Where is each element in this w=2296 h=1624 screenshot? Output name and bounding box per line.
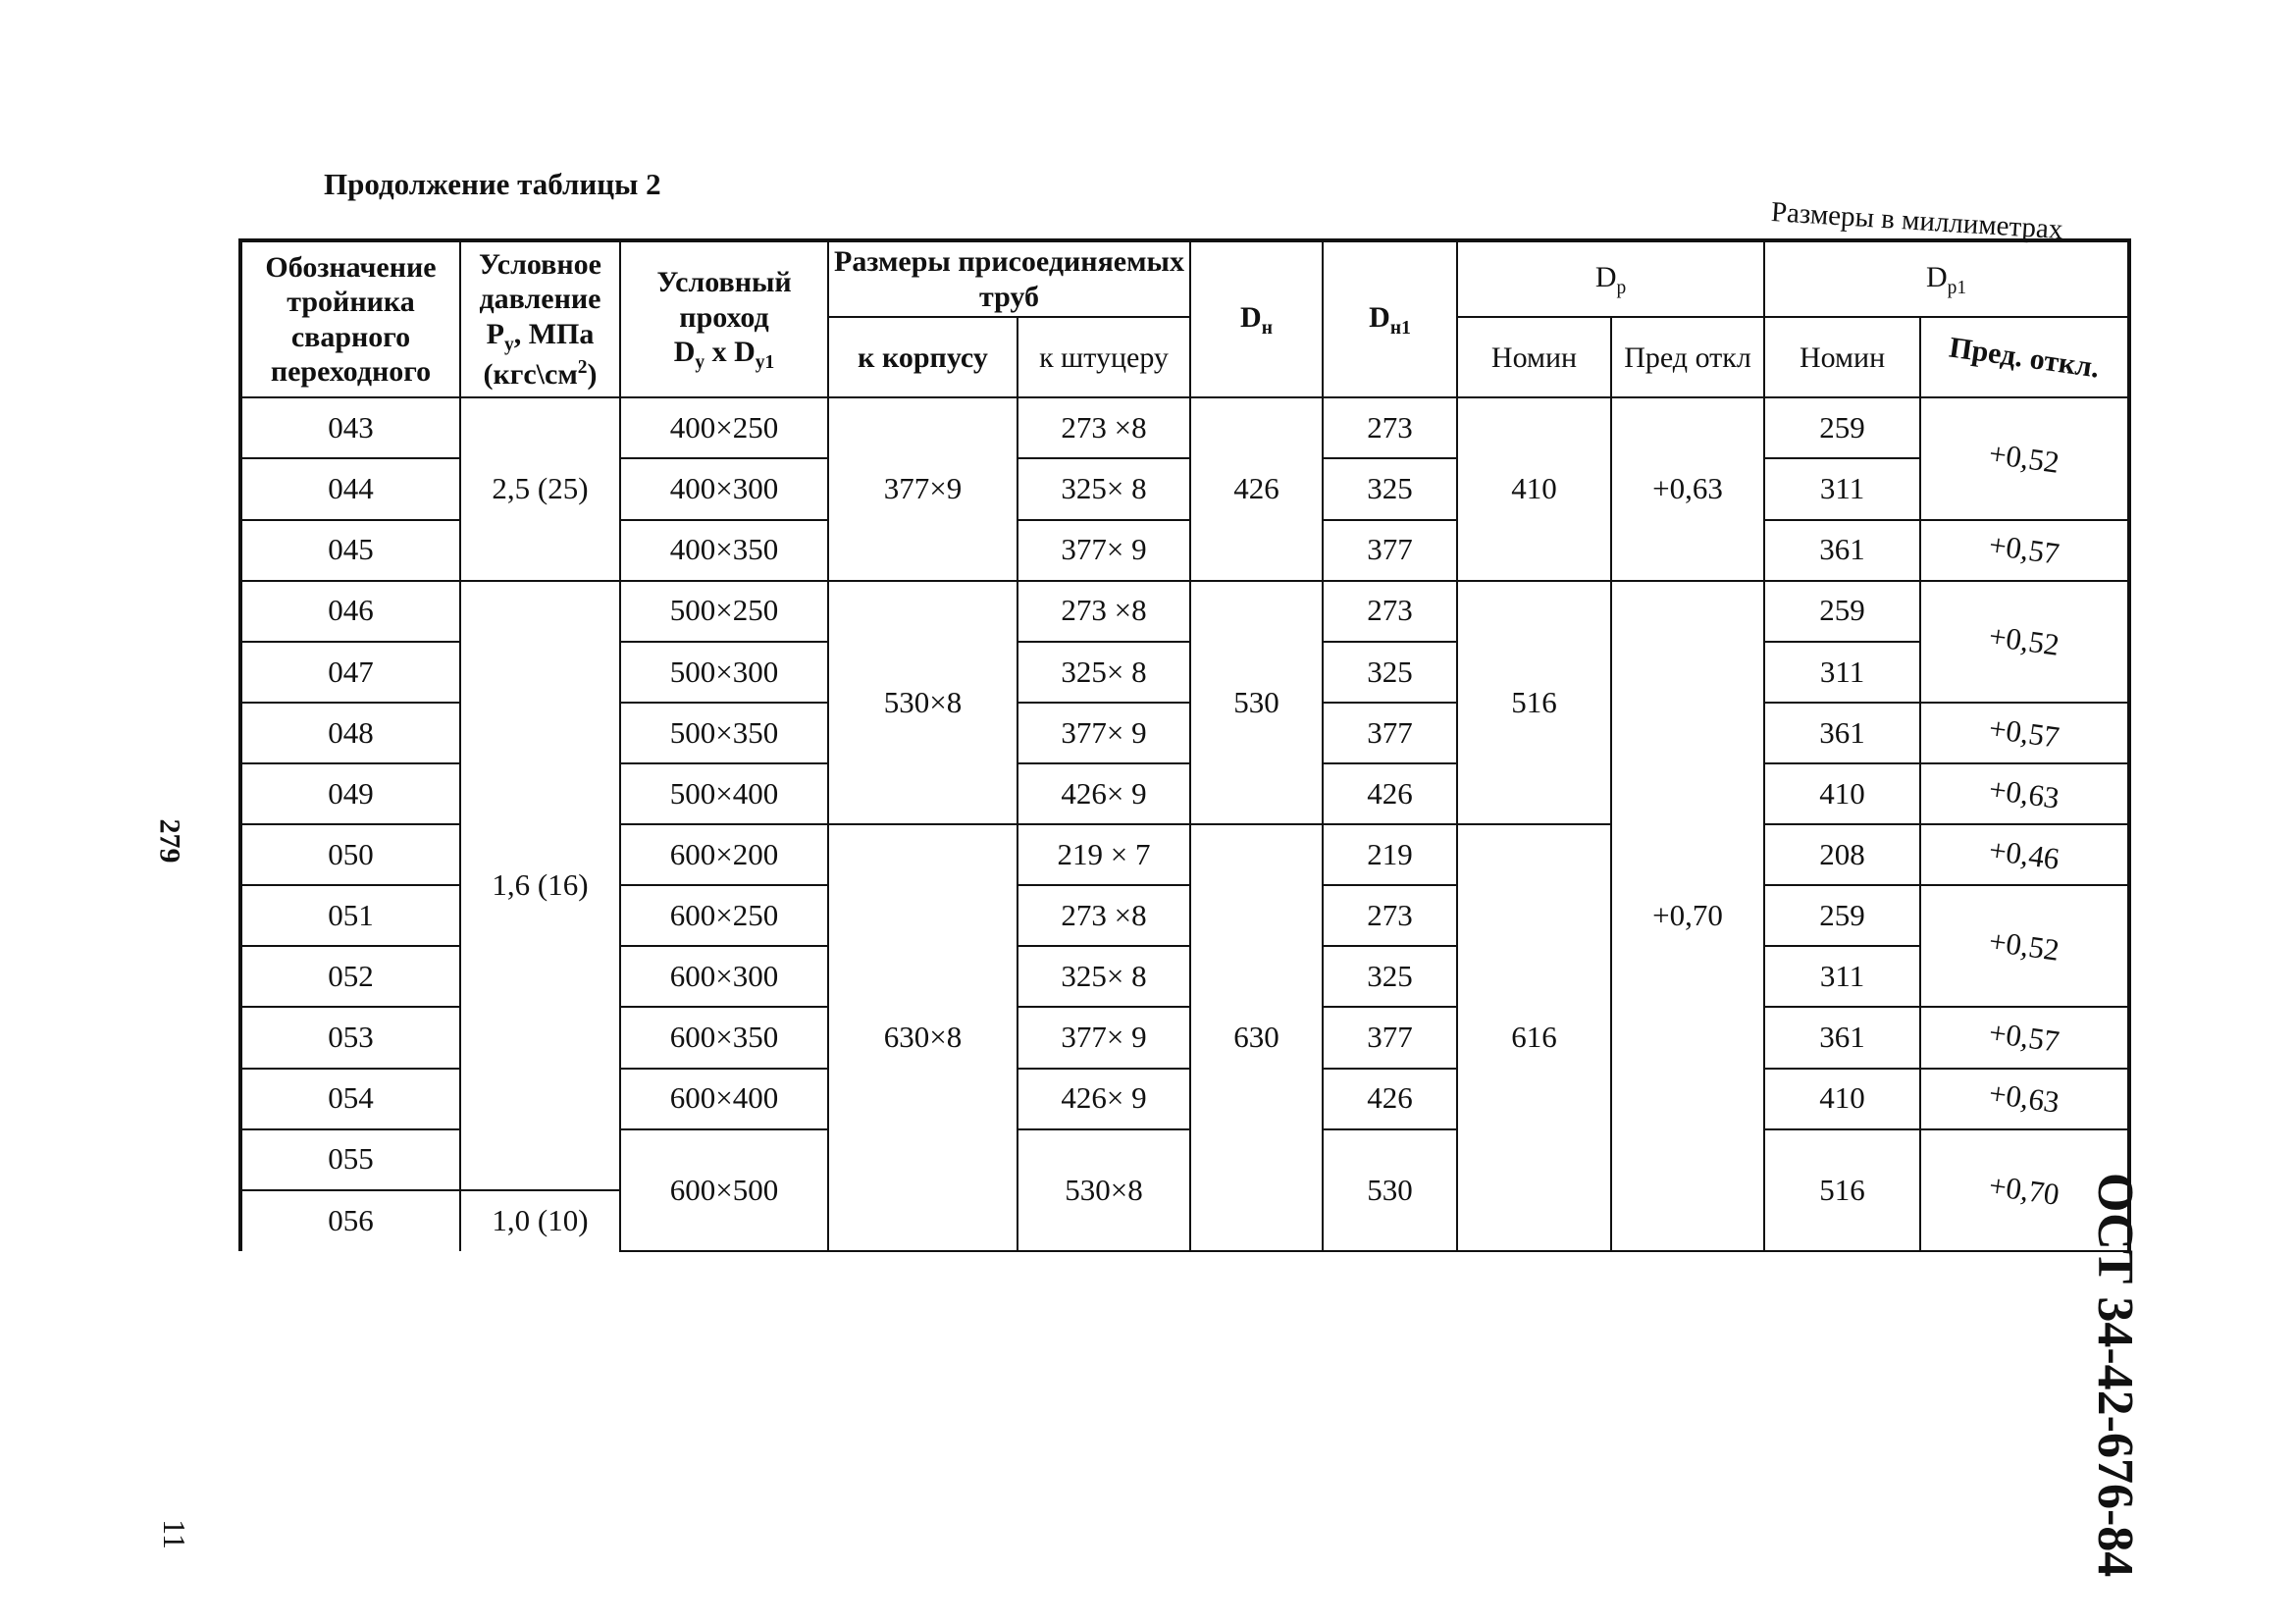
cell-code: 047 bbox=[240, 642, 460, 703]
cell-passage: 600×400 bbox=[620, 1069, 828, 1129]
cell-dp1: 516 bbox=[1764, 1129, 1920, 1251]
cell-fitting: 426× 9 bbox=[1018, 1069, 1190, 1129]
cell-dp1: 361 bbox=[1764, 703, 1920, 763]
cell-dp: 410 bbox=[1457, 397, 1611, 580]
cell-dp1-tol: +0,52 bbox=[1920, 581, 2129, 703]
cell-dp1: 410 bbox=[1764, 763, 1920, 824]
units-note: Размеры в миллиметрах bbox=[1770, 196, 2064, 246]
cell-dp1-tol: +0,46 bbox=[1920, 824, 2129, 885]
cell-dn1: 325 bbox=[1323, 946, 1457, 1007]
cell-code: 050 bbox=[240, 824, 460, 885]
cell-dn1: 530 bbox=[1323, 1129, 1457, 1251]
cell-body: 377×9 bbox=[828, 397, 1018, 580]
cell-fitting: 273 ×8 bbox=[1018, 581, 1190, 642]
cell-dn1: 273 bbox=[1323, 581, 1457, 642]
header-dp1-tol: Пред. откл. bbox=[1920, 317, 2129, 397]
cell-fitting: 219 × 7 bbox=[1018, 824, 1190, 885]
cell-dn1: 273 bbox=[1323, 885, 1457, 946]
header-dp: $D_р$ bbox=[1457, 240, 1764, 317]
cell-fitting: 426× 9 bbox=[1018, 763, 1190, 824]
cell-dn1: 377 bbox=[1323, 1007, 1457, 1068]
cell-passage: 600×250 bbox=[620, 885, 828, 946]
header-pressure: Условное давление $Р_у$, МПа $(кгс\backslash см^2)$ bbox=[460, 240, 620, 397]
cell-dn1: 426 bbox=[1323, 763, 1457, 824]
table-row bbox=[240, 581, 2129, 642]
cell-passage: 600×200 bbox=[620, 824, 828, 885]
cell-passage: 500×400 bbox=[620, 763, 828, 824]
cell-dn: 630 bbox=[1190, 824, 1323, 1251]
cell-dp1: 311 bbox=[1764, 946, 1920, 1007]
cell-code: 048 bbox=[240, 703, 460, 763]
standard-designation: ОСТ 34-42-676-84 bbox=[2087, 1173, 2143, 1578]
cell-dp1-tol: +0,57 bbox=[1920, 703, 2129, 763]
cell-fitting: 377× 9 bbox=[1018, 520, 1190, 581]
cell-fitting: 377× 9 bbox=[1018, 1007, 1190, 1068]
cell-dp1-tol: +0,52 bbox=[1920, 397, 2129, 519]
sheet-number: 11 bbox=[156, 1519, 192, 1549]
cell-code: 056 bbox=[240, 1190, 460, 1251]
page-number: 279 bbox=[153, 818, 186, 864]
cell-passage: 500×350 bbox=[620, 703, 828, 763]
table-caption: Продолжение таблицы 2 bbox=[324, 167, 661, 201]
cell-dn1: 377 bbox=[1323, 703, 1457, 763]
cell-passage: 400×350 bbox=[620, 520, 828, 581]
cell-code: 045 bbox=[240, 520, 460, 581]
header-pipe-sizes: Размеры присоединяемых труб bbox=[828, 240, 1190, 317]
cell-dp1-tol: +0,57 bbox=[1920, 520, 2129, 581]
cell-code: 043 bbox=[240, 397, 460, 458]
cell-fitting: 325× 8 bbox=[1018, 946, 1190, 1007]
cell-dp1: 311 bbox=[1764, 458, 1920, 519]
cell-dn1: 325 bbox=[1323, 458, 1457, 519]
cell-dp1: 361 bbox=[1764, 520, 1920, 581]
cell-fitting: 273 ×8 bbox=[1018, 397, 1190, 458]
cell-dp1: 311 bbox=[1764, 642, 1920, 703]
cell-code: 054 bbox=[240, 1069, 460, 1129]
cell-dp1-tol: +0,70 bbox=[1920, 1129, 2129, 1251]
cell-dn1: 325 bbox=[1323, 642, 1457, 703]
cell-dn: 426 bbox=[1190, 397, 1323, 580]
cell-dp: 616 bbox=[1457, 824, 1611, 1251]
cell-body: 530×8 bbox=[828, 581, 1018, 824]
cell-dn1: 219 bbox=[1323, 824, 1457, 885]
cell-fitting: 273 ×8 bbox=[1018, 885, 1190, 946]
cell-passage: 500×250 bbox=[620, 581, 828, 642]
cell-passage: 400×300 bbox=[620, 458, 828, 519]
table-row bbox=[240, 397, 2129, 458]
cell-dn1: 426 bbox=[1323, 1069, 1457, 1129]
cell-passage: 600×500 bbox=[620, 1129, 828, 1251]
cell-dp1: 259 bbox=[1764, 885, 1920, 946]
cell-code: 052 bbox=[240, 946, 460, 1007]
cell-dp1-tol: +0,57 bbox=[1920, 1007, 2129, 1068]
cell-pressure: 1,0 (10) bbox=[460, 1190, 620, 1251]
cell-dp1-tol: +0,52 bbox=[1920, 885, 2129, 1007]
cell-fitting: 325× 8 bbox=[1018, 458, 1190, 519]
header-dp-nom: Номин bbox=[1457, 317, 1611, 397]
cell-code: 049 bbox=[240, 763, 460, 824]
header-passage: Условный проход $D_у$ х $D_{у1}$ bbox=[620, 240, 828, 397]
cell-dp1: 259 bbox=[1764, 581, 1920, 642]
header-to-fitting: к штуцеру bbox=[1018, 317, 1190, 397]
cell-dp-tol: +0,70 bbox=[1611, 581, 1764, 1251]
cell-pressure: 2,5 (25) bbox=[460, 397, 620, 580]
cell-passage: 600×350 bbox=[620, 1007, 828, 1068]
cell-code: 044 bbox=[240, 458, 460, 519]
cell-pressure: 1,6 (16) bbox=[460, 581, 620, 1190]
cell-fitting: 325× 8 bbox=[1018, 642, 1190, 703]
cell-dp1: 259 bbox=[1764, 397, 1920, 458]
cell-dp1: 410 bbox=[1764, 1069, 1920, 1129]
cell-fitting: 530×8 bbox=[1018, 1129, 1190, 1251]
cell-passage: 600×300 bbox=[620, 946, 828, 1007]
cell-passage: 400×250 bbox=[620, 397, 828, 458]
cell-dp1: 361 bbox=[1764, 1007, 1920, 1068]
cell-body: 630×8 bbox=[828, 824, 1018, 1251]
header-dp-tol: Пред откл bbox=[1611, 317, 1764, 397]
cell-dn1: 377 bbox=[1323, 520, 1457, 581]
cell-dn1: 273 bbox=[1323, 397, 1457, 458]
header-designation: Обозначение тройника сварного переходного bbox=[240, 240, 460, 397]
cell-dp1: 208 bbox=[1764, 824, 1920, 885]
header-dp1: $D_{р1}$ bbox=[1764, 240, 2129, 317]
cell-fitting: 377× 9 bbox=[1018, 703, 1190, 763]
cell-passage: 500×300 bbox=[620, 642, 828, 703]
cell-dp: 516 bbox=[1457, 581, 1611, 824]
header-to-body: к корпусу bbox=[828, 317, 1018, 397]
header-dn: $D_н$ bbox=[1190, 240, 1323, 397]
header-dp1-nom: Номин bbox=[1764, 317, 1920, 397]
cell-dp1-tol: +0,63 bbox=[1920, 763, 2129, 824]
cell-code: 051 bbox=[240, 885, 460, 946]
cell-dp1-tol: +0,63 bbox=[1920, 1069, 2129, 1129]
cell-dn: 530 bbox=[1190, 581, 1323, 824]
cell-code: 055 bbox=[240, 1129, 460, 1190]
cell-code: 046 bbox=[240, 581, 460, 642]
dimensions-table bbox=[238, 238, 2131, 1252]
header-dn1: $D_{н1}$ bbox=[1323, 240, 1457, 397]
cell-dp-tol: +0,63 bbox=[1611, 397, 1764, 580]
cell-code: 053 bbox=[240, 1007, 460, 1068]
